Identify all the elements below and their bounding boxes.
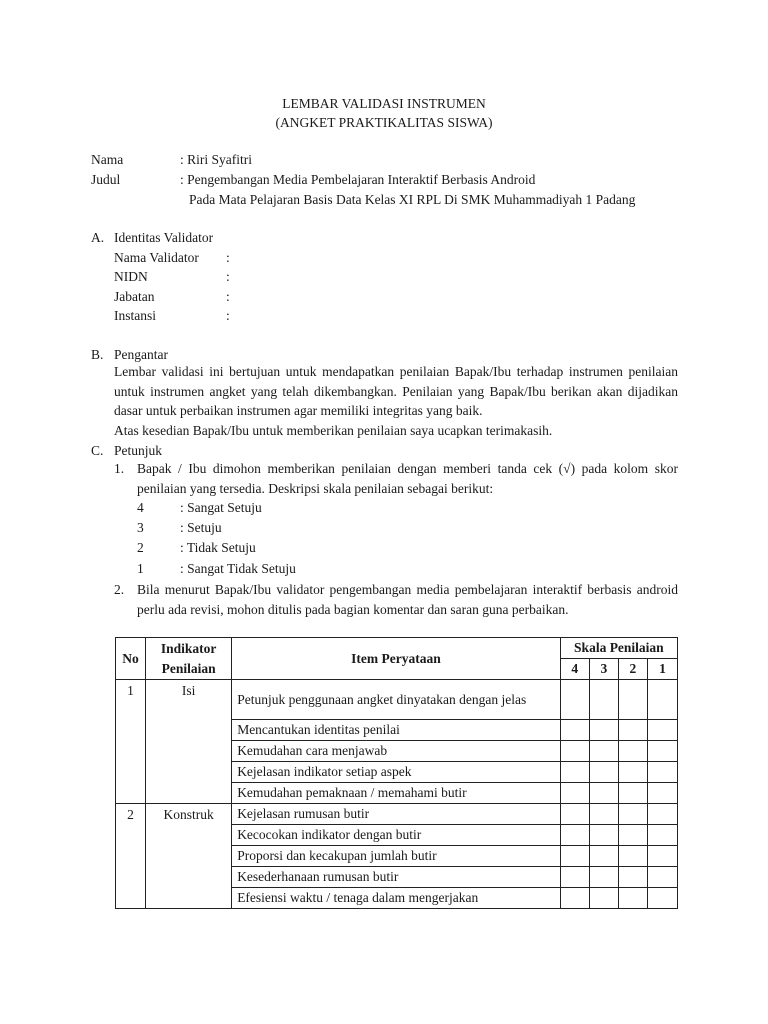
score-cell-1[interactable] [647, 720, 677, 741]
score-cell-1[interactable] [647, 762, 677, 783]
scale-description: : Sangat Tidak Setuju [180, 560, 296, 576]
score-cell-3[interactable] [589, 680, 618, 720]
header-score-4: 4 [560, 659, 589, 680]
validator-field-label: NIDN [114, 269, 148, 285]
validator-field-label: Jabatan [114, 288, 155, 304]
validator-field-label: Nama Validator [114, 250, 199, 265]
scale-score: 2 [137, 540, 144, 556]
item-statement: Kemudahan cara menjawab [232, 741, 561, 762]
score-cell-4[interactable] [560, 867, 589, 888]
nama-value: : Riri Syafitri [180, 152, 252, 167]
row-number: 2 [116, 804, 146, 909]
score-cell-1[interactable] [647, 680, 677, 720]
scale-score: 4 [137, 500, 144, 515]
section-b-heading: Pengantar [114, 347, 168, 362]
score-cell-2[interactable] [618, 762, 647, 783]
petunjuk-2-number: 2. [114, 582, 125, 597]
petunjuk-2-text: Bila menurut Bapak/Ibu validator pengembangan media pembelajaran interaktif berbasis android perlu ada revisi, mohon ditulis pada bagian komentar dan saran guna perbaikan. [137, 582, 678, 617]
score-cell-4[interactable] [560, 741, 589, 762]
score-cell-3[interactable] [589, 804, 618, 825]
item-statement: Kejelasan rumusan butir [232, 804, 561, 825]
judul-label: Judul [91, 172, 121, 187]
score-cell-1[interactable] [647, 783, 677, 804]
score-cell-3[interactable] [589, 783, 618, 804]
judul-value-line1: : Pengembangan Media Pembelajaran Interaktif Berbasis Android [180, 172, 536, 187]
score-cell-4[interactable] [560, 846, 589, 867]
score-cell-2[interactable] [618, 867, 647, 888]
score-cell-4[interactable] [560, 783, 589, 804]
scale-score: 3 [137, 520, 144, 536]
document-subtitle: (ANGKET PRAKTIKALITAS SISWA) [275, 115, 493, 130]
validator-field-colon: : [226, 288, 230, 304]
table-body [116, 680, 678, 909]
judul-value-line2: Pada Mata Pelajaran Basis Data Kelas XI RPL Di SMK Muhammadiyah 1 Padang [189, 192, 636, 207]
validator-field-label: Instansi [114, 307, 156, 323]
header-indikator: Indikator Penilaian [146, 638, 232, 680]
header-score-1: 1 [647, 659, 677, 680]
validation-table [115, 637, 678, 909]
header-score-2: 2 [618, 659, 647, 680]
pengantar-text: Lembar validasi ini bertujuan untuk mendapatkan penilaian Bapak/Ibu terhadap instrumen penilaian untuk instrumen angket yang telah dikembangkan. Penilaian yang Bapak/Ibu berikan akan dijadikan dasar untuk perbaikan instrumen agar memiliki integritas yang baik. [114, 364, 678, 418]
score-cell-2[interactable] [618, 783, 647, 804]
item-statement: Kecocokan indikator dengan butir [232, 825, 561, 846]
petunjuk-1-text: Bapak / Ibu dimohon memberikan penilaian dengan memberi tanda cek (√) pada kolom skor penilaian yang tersedia. Deskripsi skala penilaian sebagai berikut: [137, 461, 678, 496]
document-title: LEMBAR VALIDASI INSTRUMEN [282, 96, 486, 111]
score-cell-3[interactable] [589, 720, 618, 741]
score-cell-1[interactable] [647, 825, 677, 846]
score-cell-1[interactable] [647, 804, 677, 825]
item-statement: Kesederhanaan rumusan butir [232, 867, 561, 888]
score-cell-4[interactable] [560, 804, 589, 825]
header-item: Item Peryataan [232, 638, 561, 680]
score-cell-4[interactable] [560, 680, 589, 720]
table-row [116, 804, 678, 825]
header-no: No [116, 638, 146, 680]
score-cell-2[interactable] [618, 741, 647, 762]
score-cell-4[interactable] [560, 720, 589, 741]
score-cell-1[interactable] [647, 888, 677, 909]
item-statement: Petunjuk penggunaan angket dinyatakan dengan jelas [232, 680, 561, 720]
pengantar-text-closing: Atas kesedian Bapak/Ibu untuk memberikan penilaian saya ucapkan terimakasih. [114, 423, 553, 438]
section-b-marker: B. [91, 347, 104, 362]
item-statement: Proporsi dan kecakupan jumlah butir [232, 846, 561, 867]
validator-field-colon: : [226, 269, 230, 285]
row-number: 1 [116, 680, 146, 804]
score-cell-1[interactable] [647, 741, 677, 762]
score-cell-1[interactable] [647, 846, 677, 867]
header-score-3: 3 [589, 659, 618, 680]
section-a-heading: Identitas Validator [114, 230, 214, 245]
item-statement: Mencantukan identitas penilai [232, 720, 561, 741]
section-c-heading: Petunjuk [114, 443, 163, 458]
item-statement: Efesiensi waktu / tenaga dalam mengerjakan [232, 888, 561, 909]
score-cell-4[interactable] [560, 762, 589, 783]
score-cell-2[interactable] [618, 825, 647, 846]
section-a-marker: A. [91, 230, 105, 245]
petunjuk-1-number: 1. [114, 461, 125, 476]
score-cell-2[interactable] [618, 720, 647, 741]
scale-description: : Sangat Setuju [180, 500, 262, 515]
score-cell-4[interactable] [560, 888, 589, 909]
indikator-cell: Konstruk [146, 804, 232, 909]
score-cell-2[interactable] [618, 804, 647, 825]
score-cell-1[interactable] [647, 867, 677, 888]
score-cell-3[interactable] [589, 825, 618, 846]
scale-description: : Setuju [180, 520, 222, 536]
item-statement: Kejelasan indikator setiap aspek [232, 762, 561, 783]
score-cell-3[interactable] [589, 888, 618, 909]
scale-score: 1 [137, 560, 144, 576]
header-skala: Skala Penilaian [560, 638, 677, 659]
score-cell-3[interactable] [589, 846, 618, 867]
score-cell-2[interactable] [618, 846, 647, 867]
score-cell-2[interactable] [618, 888, 647, 909]
score-cell-3[interactable] [589, 867, 618, 888]
nama-label: Nama [91, 152, 124, 167]
score-cell-3[interactable] [589, 741, 618, 762]
section-c-marker: C. [91, 443, 104, 458]
scale-description: : Tidak Setuju [180, 540, 256, 556]
score-cell-2[interactable] [618, 680, 647, 720]
validator-field-colon: : [226, 307, 230, 323]
score-cell-3[interactable] [589, 762, 618, 783]
score-cell-4[interactable] [560, 825, 589, 846]
table-row [116, 680, 678, 720]
validator-field-colon: : [226, 250, 230, 265]
indikator-cell: Isi [146, 680, 232, 804]
item-statement: Kemudahan pemaknaan / memahami butir [232, 783, 561, 804]
